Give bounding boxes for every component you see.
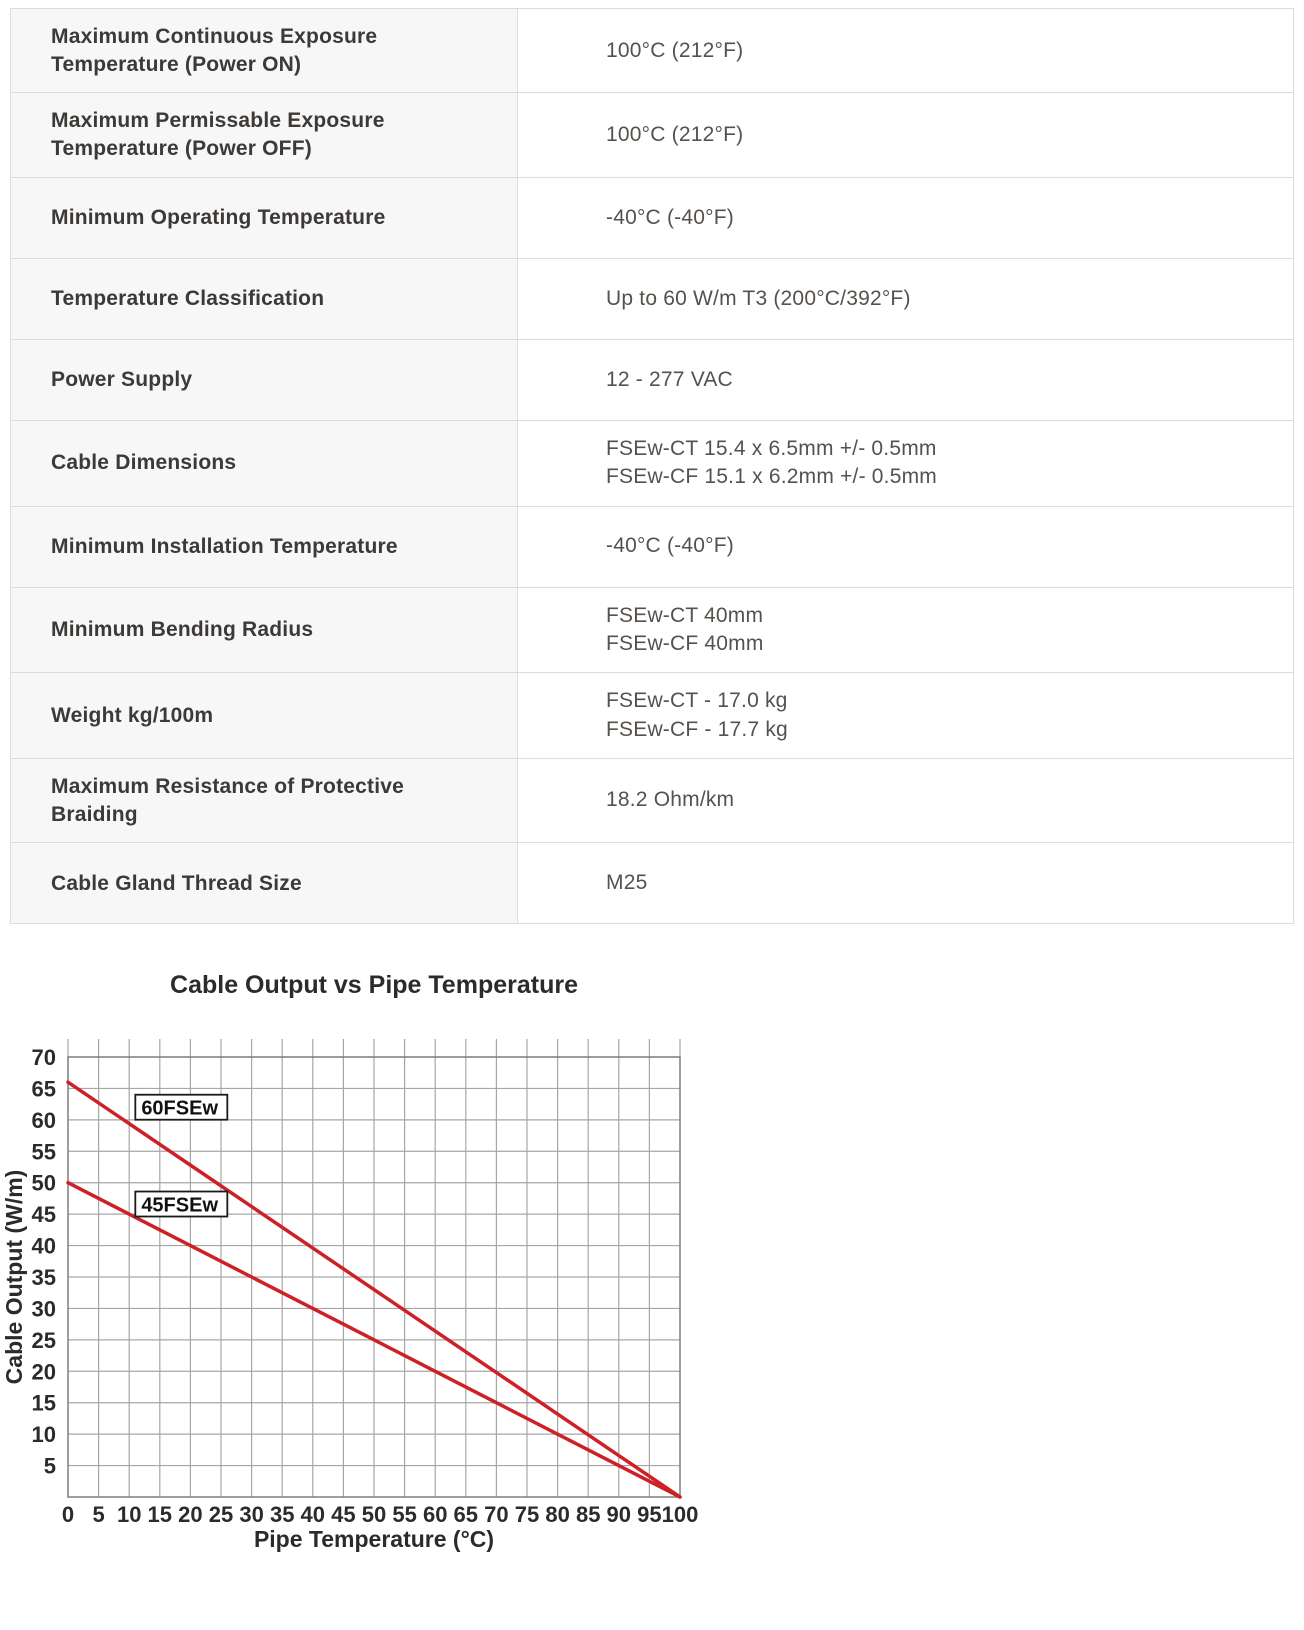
x-tick-label: 50 — [361, 1502, 387, 1528]
spec-value — [518, 340, 1293, 420]
spec-table — [10, 8, 1294, 924]
y-tick-label: 5 — [43, 1453, 56, 1479]
spec-value — [518, 588, 1293, 673]
spec-value-line: -40°C (-40°F) — [606, 205, 734, 229]
x-tick-label: 5 — [92, 1502, 105, 1528]
series-label-45FSEw — [135, 1192, 227, 1217]
spec-row — [11, 673, 1293, 759]
chart-grid — [68, 1057, 680, 1497]
x-tick-label: 85 — [575, 1502, 601, 1528]
spec-value — [518, 421, 1293, 506]
spec-row — [11, 178, 1293, 259]
chart-top-ticks — [68, 1039, 680, 1057]
spec-label: Cable Gland Thread Size — [11, 843, 518, 923]
spec-value-line: FSEw-CT 15.4 x 6.5mm +/- 0.5mm — [606, 436, 937, 460]
x-tick-label: 75 — [514, 1502, 540, 1528]
spec-value-line: 18.2 Ohm/km — [606, 788, 735, 812]
x-tick-label: 30 — [239, 1502, 264, 1528]
y-tick-label: 50 — [31, 1171, 56, 1197]
spec-value-line: M25 — [606, 871, 648, 895]
x-tick-label: 15 — [147, 1502, 173, 1528]
spec-value — [518, 9, 1293, 92]
spec-label: Minimum Operating Temperature — [11, 178, 518, 258]
x-tick-label: 100 — [661, 1502, 699, 1528]
spec-row — [11, 259, 1293, 340]
spec-label: Minimum Installation Temperature — [11, 507, 518, 587]
spec-value — [518, 759, 1293, 842]
chart-title: Cable Output vs Pipe Temperature — [170, 971, 578, 1000]
x-tick-label: 35 — [269, 1502, 295, 1528]
y-tick-label: 30 — [31, 1296, 56, 1322]
x-tick-label: 25 — [208, 1502, 234, 1528]
series-label-60FSEw — [135, 1095, 227, 1120]
y-tick-label: 65 — [31, 1076, 56, 1102]
y-tick-label: 70 — [31, 1045, 56, 1071]
y-tick-label: 25 — [31, 1328, 56, 1354]
spec-row — [11, 9, 1293, 93]
spec-value — [518, 843, 1293, 923]
spec-value — [518, 673, 1293, 758]
x-tick-label: 65 — [453, 1502, 479, 1528]
y-tick-label: 40 — [31, 1233, 56, 1259]
y-tick-label: 15 — [31, 1391, 56, 1417]
x-tick-label: 45 — [331, 1502, 356, 1528]
y-tick-label: 55 — [31, 1139, 56, 1165]
spec-row — [11, 759, 1293, 843]
series-label-text: 45FSEw — [141, 1194, 219, 1217]
spec-value-line: FSEw-CT 40mm — [606, 603, 764, 627]
spec-row — [11, 507, 1293, 588]
spec-value-line: FSEw-CF - 17.7 kg — [606, 717, 788, 741]
series-label-text: 60FSEw — [141, 1098, 219, 1121]
spec-row — [11, 340, 1293, 421]
spec-value-line: 100°C (212°F) — [606, 122, 744, 146]
spec-label: Temperature Classification — [11, 259, 518, 339]
spec-row — [11, 93, 1293, 177]
spec-sheet-page — [0, 8, 1304, 1579]
cable-output-chart-block — [0, 954, 1304, 1579]
x-tick-label: 0 — [61, 1502, 75, 1528]
spec-value-line: Up to 60 W/m T3 (200°C/392°F) — [606, 286, 911, 310]
spec-value — [518, 259, 1293, 339]
y-axis-title: Cable Output (W/m) — [1, 1170, 27, 1385]
x-tick-label: 80 — [545, 1502, 570, 1528]
y-tick-label: 35 — [31, 1265, 56, 1291]
spec-label: Cable Dimensions — [11, 421, 518, 506]
y-tick-label: 45 — [31, 1202, 56, 1228]
spec-value-line: FSEw-CF 40mm — [606, 631, 764, 655]
x-tick-label: 70 — [484, 1502, 509, 1528]
cable-output-vs-pipe-temperature-chart — [0, 954, 740, 1574]
spec-label: Maximum Permissable Exposure Temperature (Power OFF) — [11, 93, 518, 176]
spec-value-line: -40°C (-40°F) — [606, 534, 734, 558]
spec-value-line: FSEw-CF 15.1 x 6.2mm +/- 0.5mm — [606, 465, 937, 489]
x-tick-label: 60 — [422, 1502, 448, 1528]
spec-row — [11, 421, 1293, 507]
x-tick-label: 95 — [637, 1502, 662, 1528]
x-tick-label: 90 — [606, 1502, 632, 1528]
spec-value — [518, 93, 1293, 176]
spec-value — [518, 507, 1293, 587]
spec-row — [11, 588, 1293, 674]
spec-row — [11, 843, 1293, 923]
spec-value — [518, 178, 1293, 258]
spec-label: Maximum Continuous Exposure Temperature (Power ON) — [11, 9, 518, 92]
spec-value-line: 12 - 277 VAC — [606, 367, 733, 391]
x-tick-label: 55 — [392, 1502, 417, 1528]
spec-value-line: FSEw-CT - 17.0 kg — [606, 689, 788, 713]
y-tick-label: 10 — [31, 1422, 56, 1448]
spec-label: Power Supply — [11, 340, 518, 420]
x-axis-title: Pipe Temperature (°C) — [253, 1526, 495, 1553]
y-tick-label: 20 — [31, 1359, 56, 1385]
spec-value-line: 100°C (212°F) — [606, 38, 744, 62]
spec-label: Maximum Resistance of Protective Braiding — [11, 759, 518, 842]
spec-label: Minimum Bending Radius — [11, 588, 518, 673]
x-tick-label: 20 — [178, 1502, 203, 1528]
spec-label: Weight kg/100m — [11, 673, 518, 758]
y-tick-label: 60 — [31, 1108, 56, 1134]
x-tick-label: 10 — [116, 1502, 142, 1528]
x-tick-label: 40 — [300, 1502, 326, 1528]
